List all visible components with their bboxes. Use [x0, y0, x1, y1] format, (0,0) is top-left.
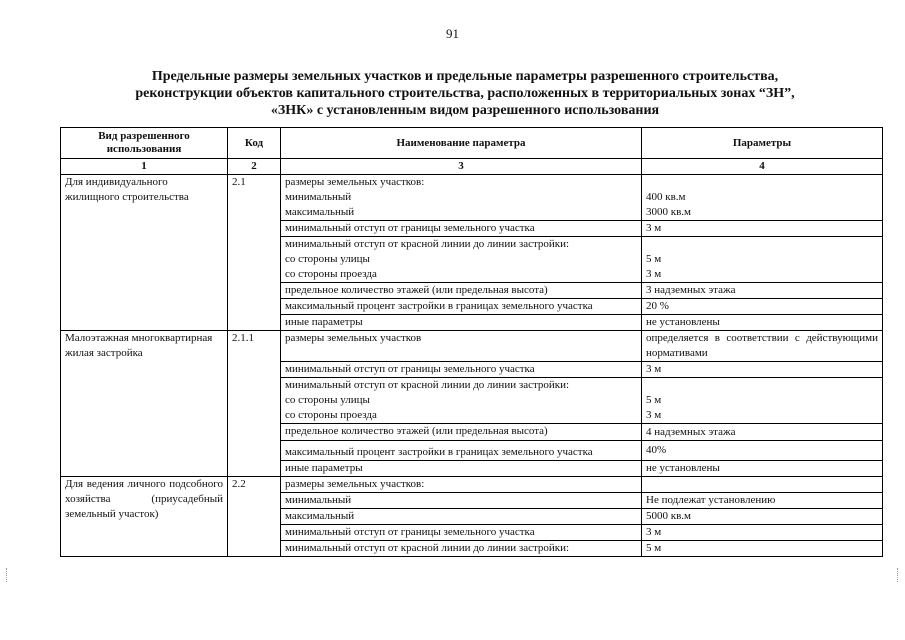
- code-cell: 2.1.1: [228, 331, 281, 477]
- parameter-cell: минимальный отступ от границы земельного участка: [281, 221, 642, 237]
- column-number: 1: [61, 159, 228, 175]
- parameter-cell: [281, 378, 642, 424]
- value-cell: не установлены: [642, 461, 883, 477]
- scan-margin-mark: [897, 568, 899, 582]
- code-cell: 2.2: [228, 477, 281, 557]
- parameter-text: максимальный: [285, 206, 355, 218]
- parameter-cell: минимальный отступ от границы земельного участка: [281, 362, 642, 378]
- value-cell: определяется в соответствии с действующими нормативами: [642, 331, 883, 362]
- parameter-text: минимальный отступ от красной линии до линии застройки:: [285, 379, 570, 391]
- parameter-cell: предельное количество этажей (или предельная высота): [281, 283, 642, 299]
- header-parameters: Параметры: [642, 128, 883, 159]
- header-use-type: Вид разрешенного использования: [61, 128, 228, 159]
- parameter-text: со стороны проезда: [285, 409, 377, 421]
- parameter-text: размеры земельных участков:: [285, 176, 425, 188]
- column-number-row: [61, 159, 883, 175]
- value-text: 3000 кв.м: [646, 206, 691, 218]
- parameter-text: минимальный: [285, 191, 352, 203]
- value-text: 5 м: [646, 394, 662, 406]
- value-cell: 3 надземных этажа: [642, 283, 883, 299]
- value-cell: [642, 175, 883, 221]
- title-line-1: Предельные размеры земельных участков и предельные параметры разрешенного строительства,: [151, 69, 779, 84]
- scan-margin-mark: [6, 568, 8, 582]
- title-line-2: реконструкции объектов капитального строительства, расположенных в территориальных зонах “ЗН”,: [135, 86, 795, 101]
- parameter-text: со стороны проезда: [285, 268, 377, 280]
- header-code: Код: [228, 128, 281, 159]
- parameter-cell: [281, 237, 642, 283]
- column-number: 4: [642, 159, 883, 175]
- table-header-row: [61, 128, 883, 159]
- parameter-cell: иные параметры: [281, 461, 642, 477]
- parameter-cell: минимальный отступ от красной линии до линии застройки:: [281, 541, 642, 557]
- column-number: 3: [281, 159, 642, 175]
- header-parameter-name: Наименование параметра: [281, 128, 642, 159]
- value-cell: Не подлежат установлению: [642, 493, 883, 509]
- parameter-cell: минимальный: [281, 493, 642, 509]
- parameter-cell: размеры земельных участков:: [281, 477, 642, 493]
- value-text: 3 м: [646, 409, 662, 421]
- value-cell: [642, 237, 883, 283]
- parameter-cell: иные параметры: [281, 315, 642, 331]
- use-type-cell: Для ведения личного подсобного хозяйства (приусадебный земельный участок): [61, 477, 228, 557]
- table-row: [61, 477, 883, 493]
- value-cell: не установлены: [642, 315, 883, 331]
- parameter-text: со стороны улицы: [285, 394, 370, 406]
- parameter-cell: минимальный отступ от границы земельного участка: [281, 525, 642, 541]
- value-cell: 3 м: [642, 362, 883, 378]
- parameter-cell: максимальный процент застройки в границах земельного участка: [281, 299, 642, 315]
- value-cell: 20 %: [642, 299, 883, 315]
- parameters-table: [60, 127, 883, 557]
- parameter-cell: [281, 175, 642, 221]
- value-text: 400 кв.м: [646, 191, 686, 203]
- value-cell: 4 надземных этажа: [642, 424, 883, 441]
- use-type-cell: Малоэтажная многоквартирная жилая застройка: [61, 331, 228, 477]
- value-cell: 3 м: [642, 525, 883, 541]
- page-number: 91: [446, 26, 459, 41]
- value-text: 3 м: [646, 268, 662, 280]
- table-row: [61, 175, 883, 221]
- use-type-cell: Для индивидуального жилищного строительства: [61, 175, 228, 331]
- table-row: [61, 331, 883, 362]
- value-cell: [642, 378, 883, 424]
- parameter-cell: максимальный процент застройки в границах земельного участка: [281, 441, 642, 461]
- parameter-cell: размеры земельных участков: [281, 331, 642, 362]
- value-cell: [642, 477, 883, 493]
- value-cell: 5000 кв.м: [642, 509, 883, 525]
- value-text: 5 м: [646, 253, 662, 265]
- title-line-3: «ЗНК» с установленным видом разрешенного использования: [270, 103, 660, 118]
- parameter-cell: максимальный: [281, 509, 642, 525]
- value-cell: 3 м: [642, 221, 883, 237]
- parameter-text: минимальный отступ от красной линии до линии застройки:: [285, 238, 570, 250]
- parameter-text: со стороны улицы: [285, 253, 370, 265]
- code-cell: 2.1: [228, 175, 281, 331]
- parameter-cell: предельное количество этажей (или предельная высота): [281, 424, 642, 441]
- value-cell: 5 м: [642, 541, 883, 557]
- value-cell: 40%: [642, 441, 883, 461]
- document-title: [70, 68, 860, 119]
- column-number: 2: [228, 159, 281, 175]
